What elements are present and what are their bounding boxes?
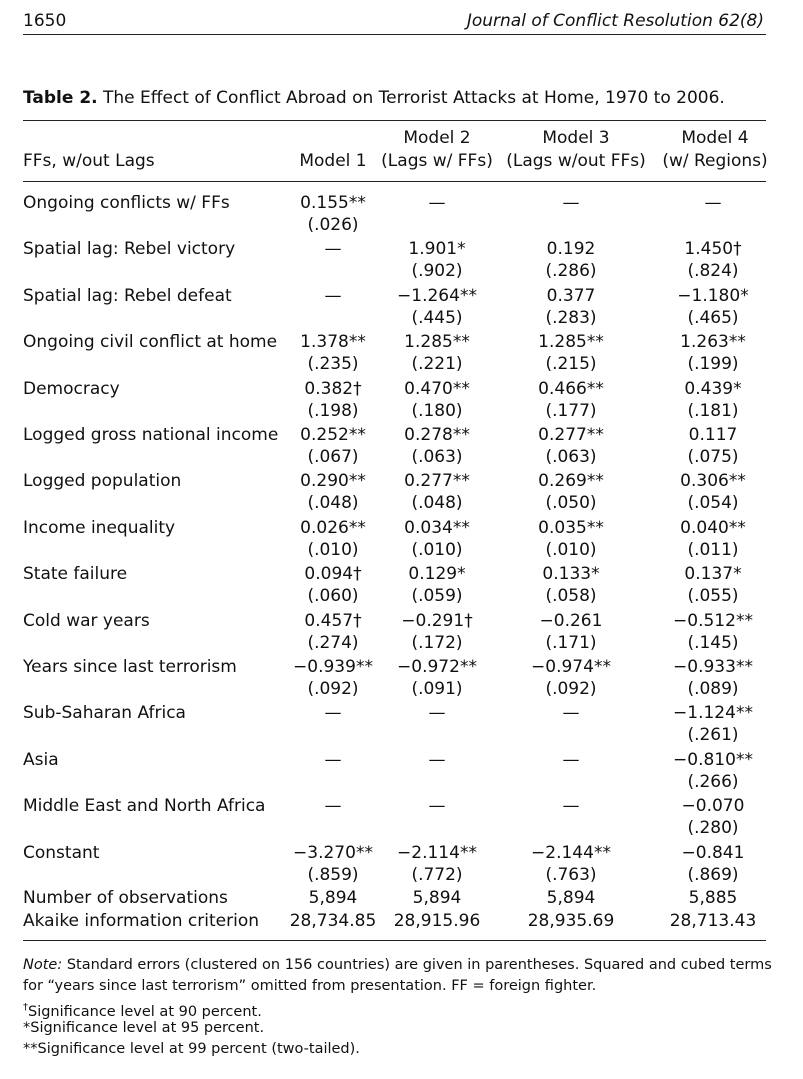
header-model-2-line2: (Lags w/ FFs) — [381, 151, 493, 171]
coefficient: 0.278** — [404, 425, 470, 445]
coefficient: −0.939** — [293, 657, 373, 677]
standard-error: (.283) — [545, 307, 597, 328]
coefficient: 0.252** — [300, 425, 366, 445]
coefficient: — — [428, 193, 446, 213]
header-model-3-line2: (Lags w/out FFs) — [506, 151, 646, 171]
coefficient: — — [428, 796, 446, 817]
coefficient: 0.277** — [404, 471, 470, 492]
coefficient: 0.034** — [404, 517, 470, 538]
summary-cell: 28,734.85 — [289, 911, 377, 931]
coefficient: −1.264** — [397, 285, 477, 306]
table-caption — [23, 88, 725, 108]
coefficient: 0.306** — [680, 471, 746, 492]
standard-error: (.180) — [411, 400, 463, 421]
table-cell — [506, 518, 636, 560]
coefficient: 0.129* — [408, 564, 466, 585]
coefficient: 0.117 — [688, 425, 738, 445]
standard-error: (.010) — [307, 539, 359, 560]
table-cell — [372, 239, 502, 281]
header-row-label: FFs, w/out Lags — [23, 151, 155, 171]
coefficient: −1.180* — [677, 285, 749, 306]
table-cell — [372, 564, 502, 606]
table-cell — [648, 425, 778, 467]
table-cell — [372, 843, 502, 885]
coefficient: −0.974** — [531, 657, 611, 677]
coefficient: −0.933** — [673, 657, 753, 677]
standard-error: (.026) — [307, 215, 359, 235]
coefficient: −3.270** — [293, 842, 373, 863]
table-row — [0, 286, 803, 332]
table-row — [0, 332, 803, 378]
standard-error: (.869) — [687, 864, 739, 885]
table-cell — [648, 518, 778, 560]
standard-error: (.199) — [687, 354, 739, 375]
coefficient: 0.137* — [684, 564, 742, 585]
table-cell — [648, 611, 778, 653]
journal-title: Journal of Conflict Resolution 62(8) — [466, 11, 764, 31]
coefficient: 0.094† — [304, 564, 362, 585]
row-label: Spatial lag: Rebel defeat — [23, 285, 232, 306]
row-label: Democracy — [23, 378, 120, 399]
standard-error: (.221) — [411, 354, 463, 375]
table-row — [0, 471, 803, 517]
row-label: Spatial lag: Rebel victory — [23, 239, 236, 260]
table-cell — [506, 379, 636, 421]
standard-error: (.235) — [307, 354, 359, 375]
standard-error: (.286) — [545, 261, 597, 282]
table-caption-text: The Effect of Conflict Abroad on Terrorist Attacks at Home, 1970 to 2006. — [103, 88, 725, 108]
double-star-footnote: **Significance level at 99 percent (two-tailed). — [23, 1041, 360, 1057]
standard-error: (.859) — [307, 864, 359, 885]
table-row — [0, 703, 803, 749]
header-model-2 — [372, 128, 502, 171]
coefficient: — — [562, 796, 580, 817]
summary-cell: 5,894 — [308, 888, 358, 908]
coefficient: 0.155** — [300, 193, 366, 213]
table-cell — [372, 379, 502, 421]
standard-error: (.145) — [687, 632, 739, 653]
standard-error: (.048) — [307, 493, 359, 514]
standard-error: (.215) — [545, 354, 597, 375]
table-cell — [648, 750, 778, 792]
table-cell — [506, 796, 636, 818]
dagger-symbol: † — [23, 1002, 28, 1013]
coefficient: — — [428, 703, 446, 724]
standard-error: (.010) — [411, 539, 463, 560]
table-cell — [372, 471, 502, 513]
row-label: Logged gross national income — [23, 425, 279, 445]
table-cell — [506, 425, 636, 467]
coefficient: 0.192 — [546, 239, 596, 260]
coefficient: −2.144** — [531, 842, 611, 863]
table-cell — [372, 703, 502, 725]
summary-label: Number of observations — [23, 888, 228, 908]
coefficient: — — [562, 703, 580, 724]
coefficient: 0.040** — [680, 517, 746, 538]
row-label: Constant — [23, 842, 100, 863]
running-head — [23, 10, 766, 35]
standard-error: (.181) — [687, 400, 739, 421]
coefficient: 0.382† — [304, 378, 362, 399]
header-model-4 — [650, 128, 780, 171]
coefficient: −0.841 — [681, 842, 745, 863]
table-cell — [372, 611, 502, 653]
standard-error: (.089) — [687, 679, 739, 699]
row-label: Sub-Saharan Africa — [23, 703, 186, 724]
standard-error: (.050) — [545, 493, 597, 514]
coefficient: −0.972** — [397, 657, 477, 677]
star-footnote: *Significance level at 95 percent. — [23, 1020, 265, 1036]
row-label: Ongoing conflicts w/ FFs — [23, 193, 230, 213]
standard-error: (.067) — [307, 447, 359, 467]
table-row — [0, 425, 803, 471]
coefficient: 0.277** — [538, 425, 604, 445]
standard-error: (.445) — [411, 307, 463, 328]
table-row — [0, 750, 803, 796]
standard-error: (.772) — [411, 864, 463, 885]
standard-error: (.171) — [545, 632, 597, 653]
table-cell — [648, 471, 778, 513]
standard-error: (.063) — [545, 447, 597, 467]
table-top-rule — [23, 120, 766, 121]
header-model-4-line1: Model 4 — [681, 128, 749, 148]
table-cell — [372, 657, 502, 699]
table-row — [0, 796, 803, 842]
coefficient: 1.263** — [680, 332, 746, 353]
coefficient: 0.439* — [684, 378, 742, 399]
row-label: Middle East and North Africa — [23, 796, 266, 817]
standard-error: (.902) — [411, 261, 463, 282]
table-row — [0, 564, 803, 610]
table-cell — [506, 657, 636, 699]
coefficient: — — [324, 703, 342, 724]
standard-error: (.059) — [411, 586, 463, 607]
row-label: Logged population — [23, 471, 182, 492]
standard-error: (.274) — [307, 632, 359, 653]
header-model-3-line1: Model 3 — [542, 128, 610, 148]
coefficient: 1.901* — [408, 239, 466, 260]
table-cell — [506, 703, 636, 725]
coefficient: — — [324, 285, 342, 306]
table-cell — [506, 750, 636, 772]
header-model-1-line2: Model 1 — [299, 151, 367, 171]
standard-error: (.824) — [687, 261, 739, 282]
table-cell — [372, 332, 502, 374]
coefficient: 1.285** — [538, 332, 604, 353]
table-cell — [648, 703, 778, 745]
coefficient: — — [428, 749, 446, 770]
standard-error: (.054) — [687, 493, 739, 514]
standard-error: (.465) — [687, 307, 739, 328]
table-cell — [648, 193, 778, 215]
standard-error: (.177) — [545, 400, 597, 421]
row-label: Years since last terrorism — [23, 657, 237, 677]
header-model-3 — [506, 128, 646, 171]
table-cell — [648, 843, 778, 885]
table-cell — [648, 564, 778, 606]
coefficient: 0.026** — [300, 517, 366, 538]
standard-error: (.055) — [687, 586, 739, 607]
standard-error: (.048) — [411, 493, 463, 514]
summary-cell: 5,885 — [688, 888, 738, 908]
coefficient: 1.378** — [300, 332, 366, 353]
standard-error: (.261) — [687, 725, 739, 746]
coefficient: 0.133* — [542, 564, 600, 585]
table-header-rule — [23, 181, 766, 182]
summary-label: Akaike information criterion — [23, 911, 260, 931]
standard-error: (.058) — [545, 586, 597, 607]
table-row — [0, 239, 803, 285]
standard-error: (.091) — [411, 679, 463, 699]
table-cell — [506, 193, 636, 215]
table-cell — [648, 332, 778, 374]
page-number: 1650 — [23, 11, 67, 31]
standard-error: (.266) — [687, 771, 739, 792]
standard-error: (.011) — [687, 539, 739, 560]
table-note — [23, 955, 773, 997]
standard-error: (.172) — [411, 632, 463, 653]
table-caption-label: Table 2. — [23, 88, 98, 108]
table-cell — [506, 564, 636, 606]
table-bottom-rule — [23, 940, 766, 941]
table-cell — [648, 379, 778, 421]
table-cell — [372, 193, 502, 215]
standard-error: (.280) — [687, 818, 739, 839]
coefficient: −1.124** — [673, 703, 753, 724]
table-cell — [506, 611, 636, 653]
standard-error: (.092) — [307, 679, 359, 699]
table-cell — [506, 843, 636, 885]
coefficient: 0.470** — [404, 378, 470, 399]
table-row — [0, 379, 803, 425]
summary-cell: 5,894 — [546, 888, 596, 908]
row-label: Asia — [23, 749, 59, 770]
table-cell — [648, 796, 778, 838]
table-cell — [506, 332, 636, 374]
standard-error: (.060) — [307, 586, 359, 607]
table-row — [0, 518, 803, 564]
summary-cell: 5,894 — [412, 888, 462, 908]
coefficient: 0.457† — [304, 610, 362, 631]
row-label: Income inequality — [23, 517, 176, 538]
standard-error: (.075) — [687, 447, 739, 467]
table-cell — [648, 286, 778, 328]
summary-cell: 28,713.43 — [669, 911, 757, 931]
row-label: State failure — [23, 564, 128, 585]
table-cell — [372, 286, 502, 328]
coefficient: — — [562, 749, 580, 770]
coefficient: — — [562, 193, 580, 213]
header-model-2-line1: Model 2 — [403, 128, 471, 148]
table-cell — [648, 239, 778, 281]
table-cell — [372, 425, 502, 467]
standard-error: (.198) — [307, 400, 359, 421]
coefficient: 1.450† — [684, 239, 742, 260]
coefficient: −0.512** — [673, 610, 753, 631]
coefficient: — — [324, 796, 342, 817]
standard-error: (.010) — [545, 539, 597, 560]
table-row — [0, 193, 803, 239]
coefficient: 0.290** — [300, 471, 366, 492]
coefficient: — — [324, 239, 342, 260]
table-row — [0, 611, 803, 657]
dagger-footnote-text: Significance level at 90 percent. — [28, 1003, 262, 1020]
note-label: Note: — [23, 957, 63, 973]
summary-cell: 28,915.96 — [393, 911, 481, 931]
coefficient: −0.291† — [401, 610, 473, 631]
row-label: Ongoing civil conflict at home — [23, 332, 278, 353]
table-cell — [506, 239, 636, 281]
header-model-4-line2: (w/ Regions) — [662, 151, 768, 171]
table-cell — [648, 657, 778, 699]
table-cell — [506, 286, 636, 328]
row-label: Cold war years — [23, 610, 150, 631]
coefficient: −0.261 — [539, 610, 603, 631]
coefficient: — — [324, 749, 342, 770]
table-cell — [372, 518, 502, 560]
table-cell — [372, 750, 502, 772]
coefficient: 0.377 — [546, 285, 596, 306]
standard-error: (.763) — [545, 864, 597, 885]
coefficient: −2.114** — [397, 842, 477, 863]
note-text: Standard errors (clustered on 156 countries) are given in parentheses. Squared and cubed terms for “years since last terrorism” omitted from presentation. FF = foreign fighter. — [23, 957, 772, 994]
standard-error: (.092) — [545, 679, 597, 699]
coefficient: 1.285** — [404, 332, 470, 353]
coefficient: 0.466** — [538, 378, 604, 399]
coefficient: −0.810** — [673, 749, 753, 770]
standard-error: (.063) — [411, 447, 463, 467]
table-row — [0, 657, 803, 703]
coefficient: 0.269** — [538, 471, 604, 492]
table-cell — [372, 796, 502, 818]
table-cell — [506, 471, 636, 513]
coefficient: 0.035** — [538, 517, 604, 538]
coefficient: — — [704, 193, 722, 213]
summary-cell: 28,935.69 — [527, 911, 615, 931]
table-row — [0, 843, 803, 889]
coefficient: −0.070 — [681, 796, 745, 817]
